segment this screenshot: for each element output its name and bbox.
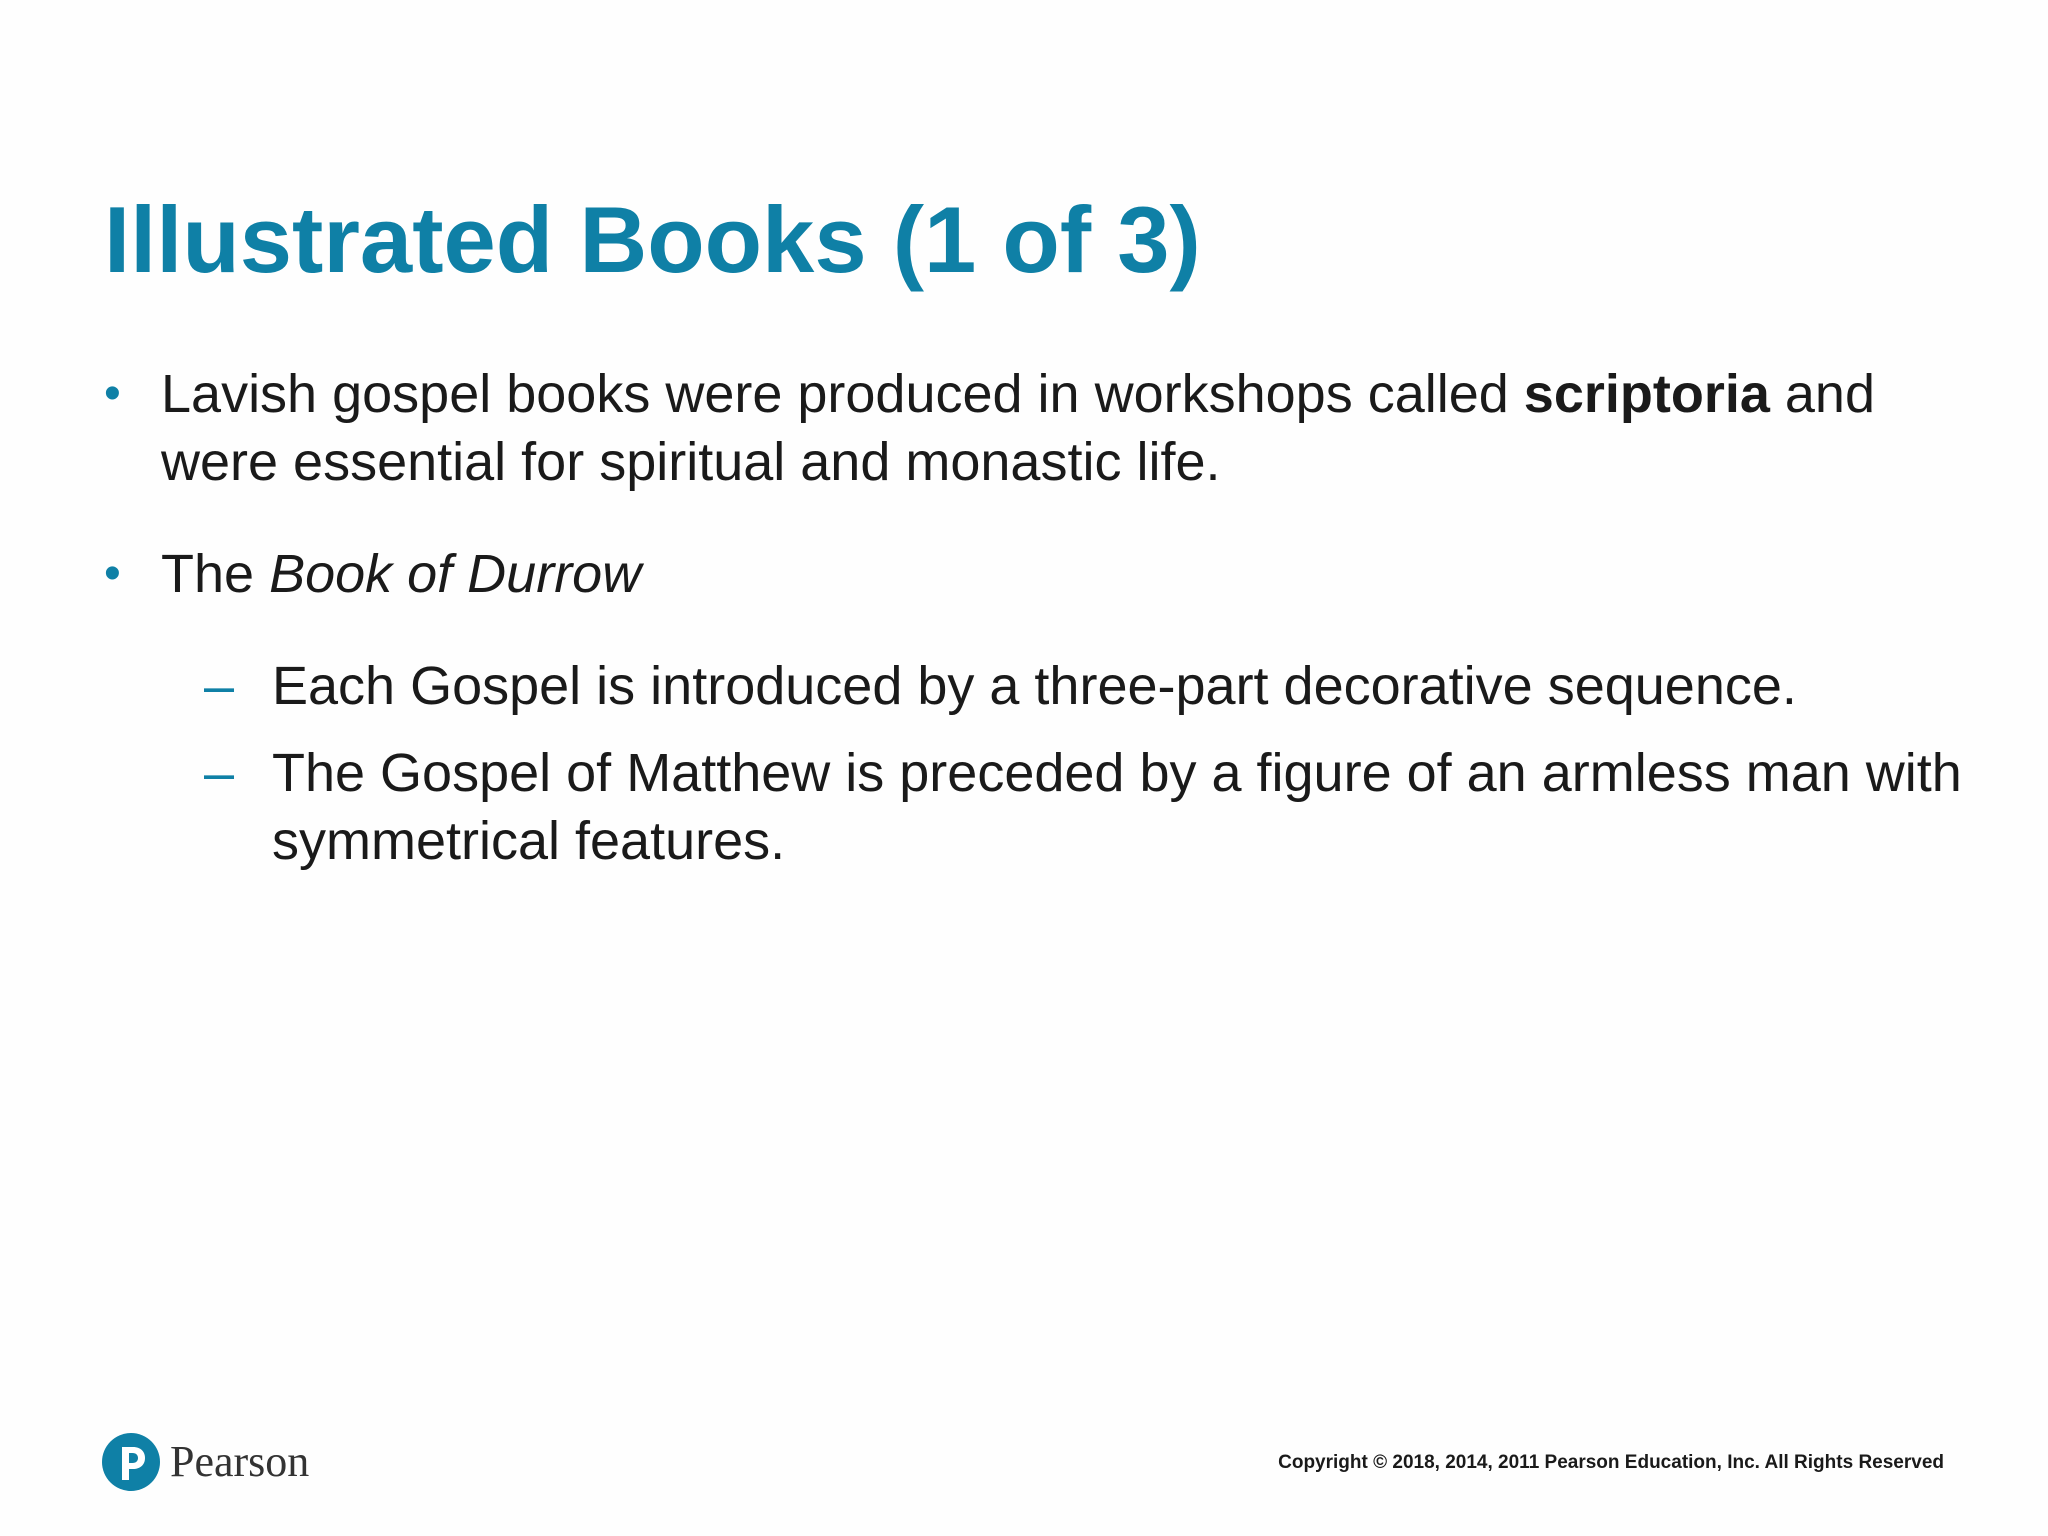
bullet-item	[104, 540, 1984, 608]
slide-body	[104, 360, 1984, 894]
bullet-item	[104, 360, 1984, 496]
sub-bullet-list	[104, 652, 1984, 875]
slide-title: Illustrated Books (1 of 3)	[104, 187, 1201, 292]
sub-bullet-marker: –	[204, 743, 235, 803]
bullet-marker: •	[104, 547, 121, 600]
sub-bullet-text: The Gospel of Matthew is preceded by a figure of an armless man with symmetrical features.	[272, 743, 1962, 871]
sub-bullet-item	[104, 652, 1984, 720]
copyright-notice: Copyright © 2018, 2014, 2011 Pearson Education, Inc. All Rights Reserved	[1278, 1452, 1944, 1473]
sub-bullet-marker: –	[204, 656, 235, 716]
pearson-logo	[102, 1433, 309, 1491]
pearson-p-logo-icon	[102, 1433, 160, 1491]
bullet-text: Lavish gospel books were produced in workshops called	[161, 364, 1524, 424]
bullet-text-continued: and were essential for spiritual and monastic life.	[161, 364, 1875, 492]
bullet-marker: •	[104, 367, 121, 420]
bullet-bold-term: scriptoria	[1523, 364, 1770, 424]
bullet-italic-title: Book of Durrow	[269, 544, 642, 604]
bullet-text: The	[161, 544, 270, 604]
sub-bullet-item	[104, 739, 1984, 875]
pearson-wordmark: Pearson	[170, 1437, 310, 1486]
sub-bullet-text: Each Gospel is introduced by a three-part decorative sequence.	[272, 656, 1797, 716]
